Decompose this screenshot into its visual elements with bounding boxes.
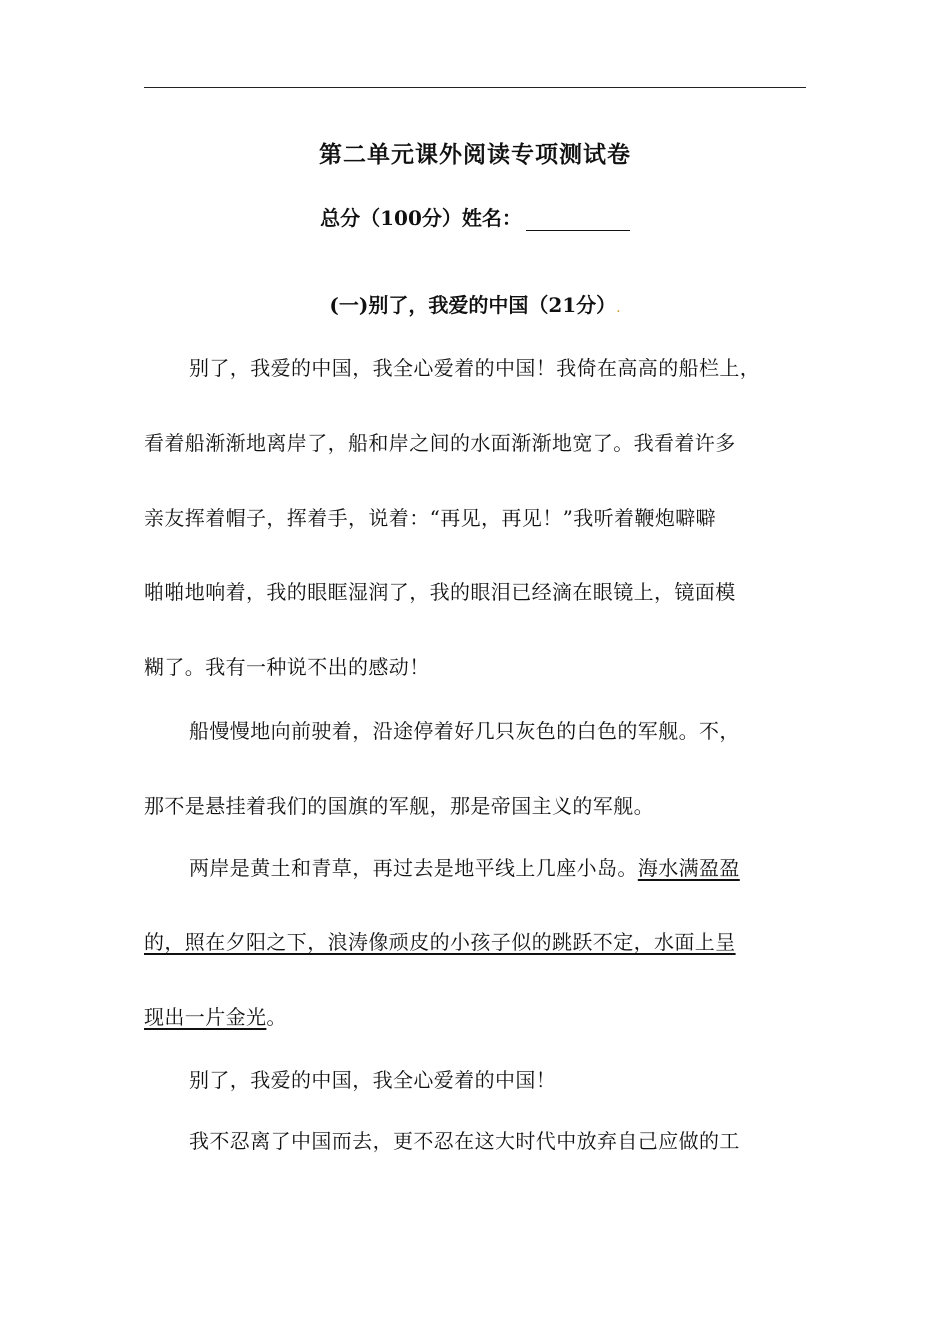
underlined-passage-text: 现出一片金光 <box>144 1005 267 1029</box>
underlined-passage-line: 的，照在夕阳之下，浪涛像顽皮的小孩子似的跳跃不定，水面上呈 <box>144 930 736 954</box>
header-rule <box>144 87 806 88</box>
passage-line: 糊了。我有一种说不出的感动！ <box>144 655 430 679</box>
passage-line: 亲友挥着帽子，挥着手，说着：“再见，再见！”我听着鞭炮噼噼 <box>144 506 717 530</box>
name-blank <box>526 210 630 231</box>
score-name-line <box>0 202 950 231</box>
passage-line: 别了，我爱的中国，我全心爱着的中国！我倚在高高的船栏上， <box>189 356 761 380</box>
passage-line: 啪啪地响着，我的眼眶湿润了，我的眼泪已经滴在眼镜上，镜面模 <box>144 580 736 604</box>
passage-text: 。 <box>266 1005 287 1029</box>
passage-line: 船慢慢地向前驶着，沿途停着好几只灰色的白色的军舰。不， <box>189 719 740 743</box>
passage-line <box>144 1001 287 1030</box>
page-title: 第二单元课外阅读专项测试卷 <box>319 141 631 168</box>
score-label: 总分（100分）姓名： <box>320 206 522 230</box>
passage-line <box>189 852 740 881</box>
section-heading-text: (一)别了，我爱的中国（21分） <box>329 293 617 317</box>
passage-line: 我不忍离了中国而去，更不忍在这大时代中放弃自己应做的工 <box>189 1129 740 1153</box>
passage-line: 那不是悬挂着我们的国旗的军舰，那是帝国主义的军舰。 <box>144 794 654 818</box>
heading-mark: . <box>616 300 621 316</box>
passage-line: 看着船渐渐地离岸了，船和岸之间的水面渐渐地宽了。我看着许多 <box>144 431 736 455</box>
section-heading <box>0 289 950 318</box>
passage-text: 两岸是黄土和青草，再过去是地平线上几座小岛。 <box>189 856 638 880</box>
passage-line: 别了，我爱的中国，我全心爱着的中国！ <box>189 1068 557 1092</box>
underlined-passage-text: 海水满盈盈 <box>637 856 740 880</box>
